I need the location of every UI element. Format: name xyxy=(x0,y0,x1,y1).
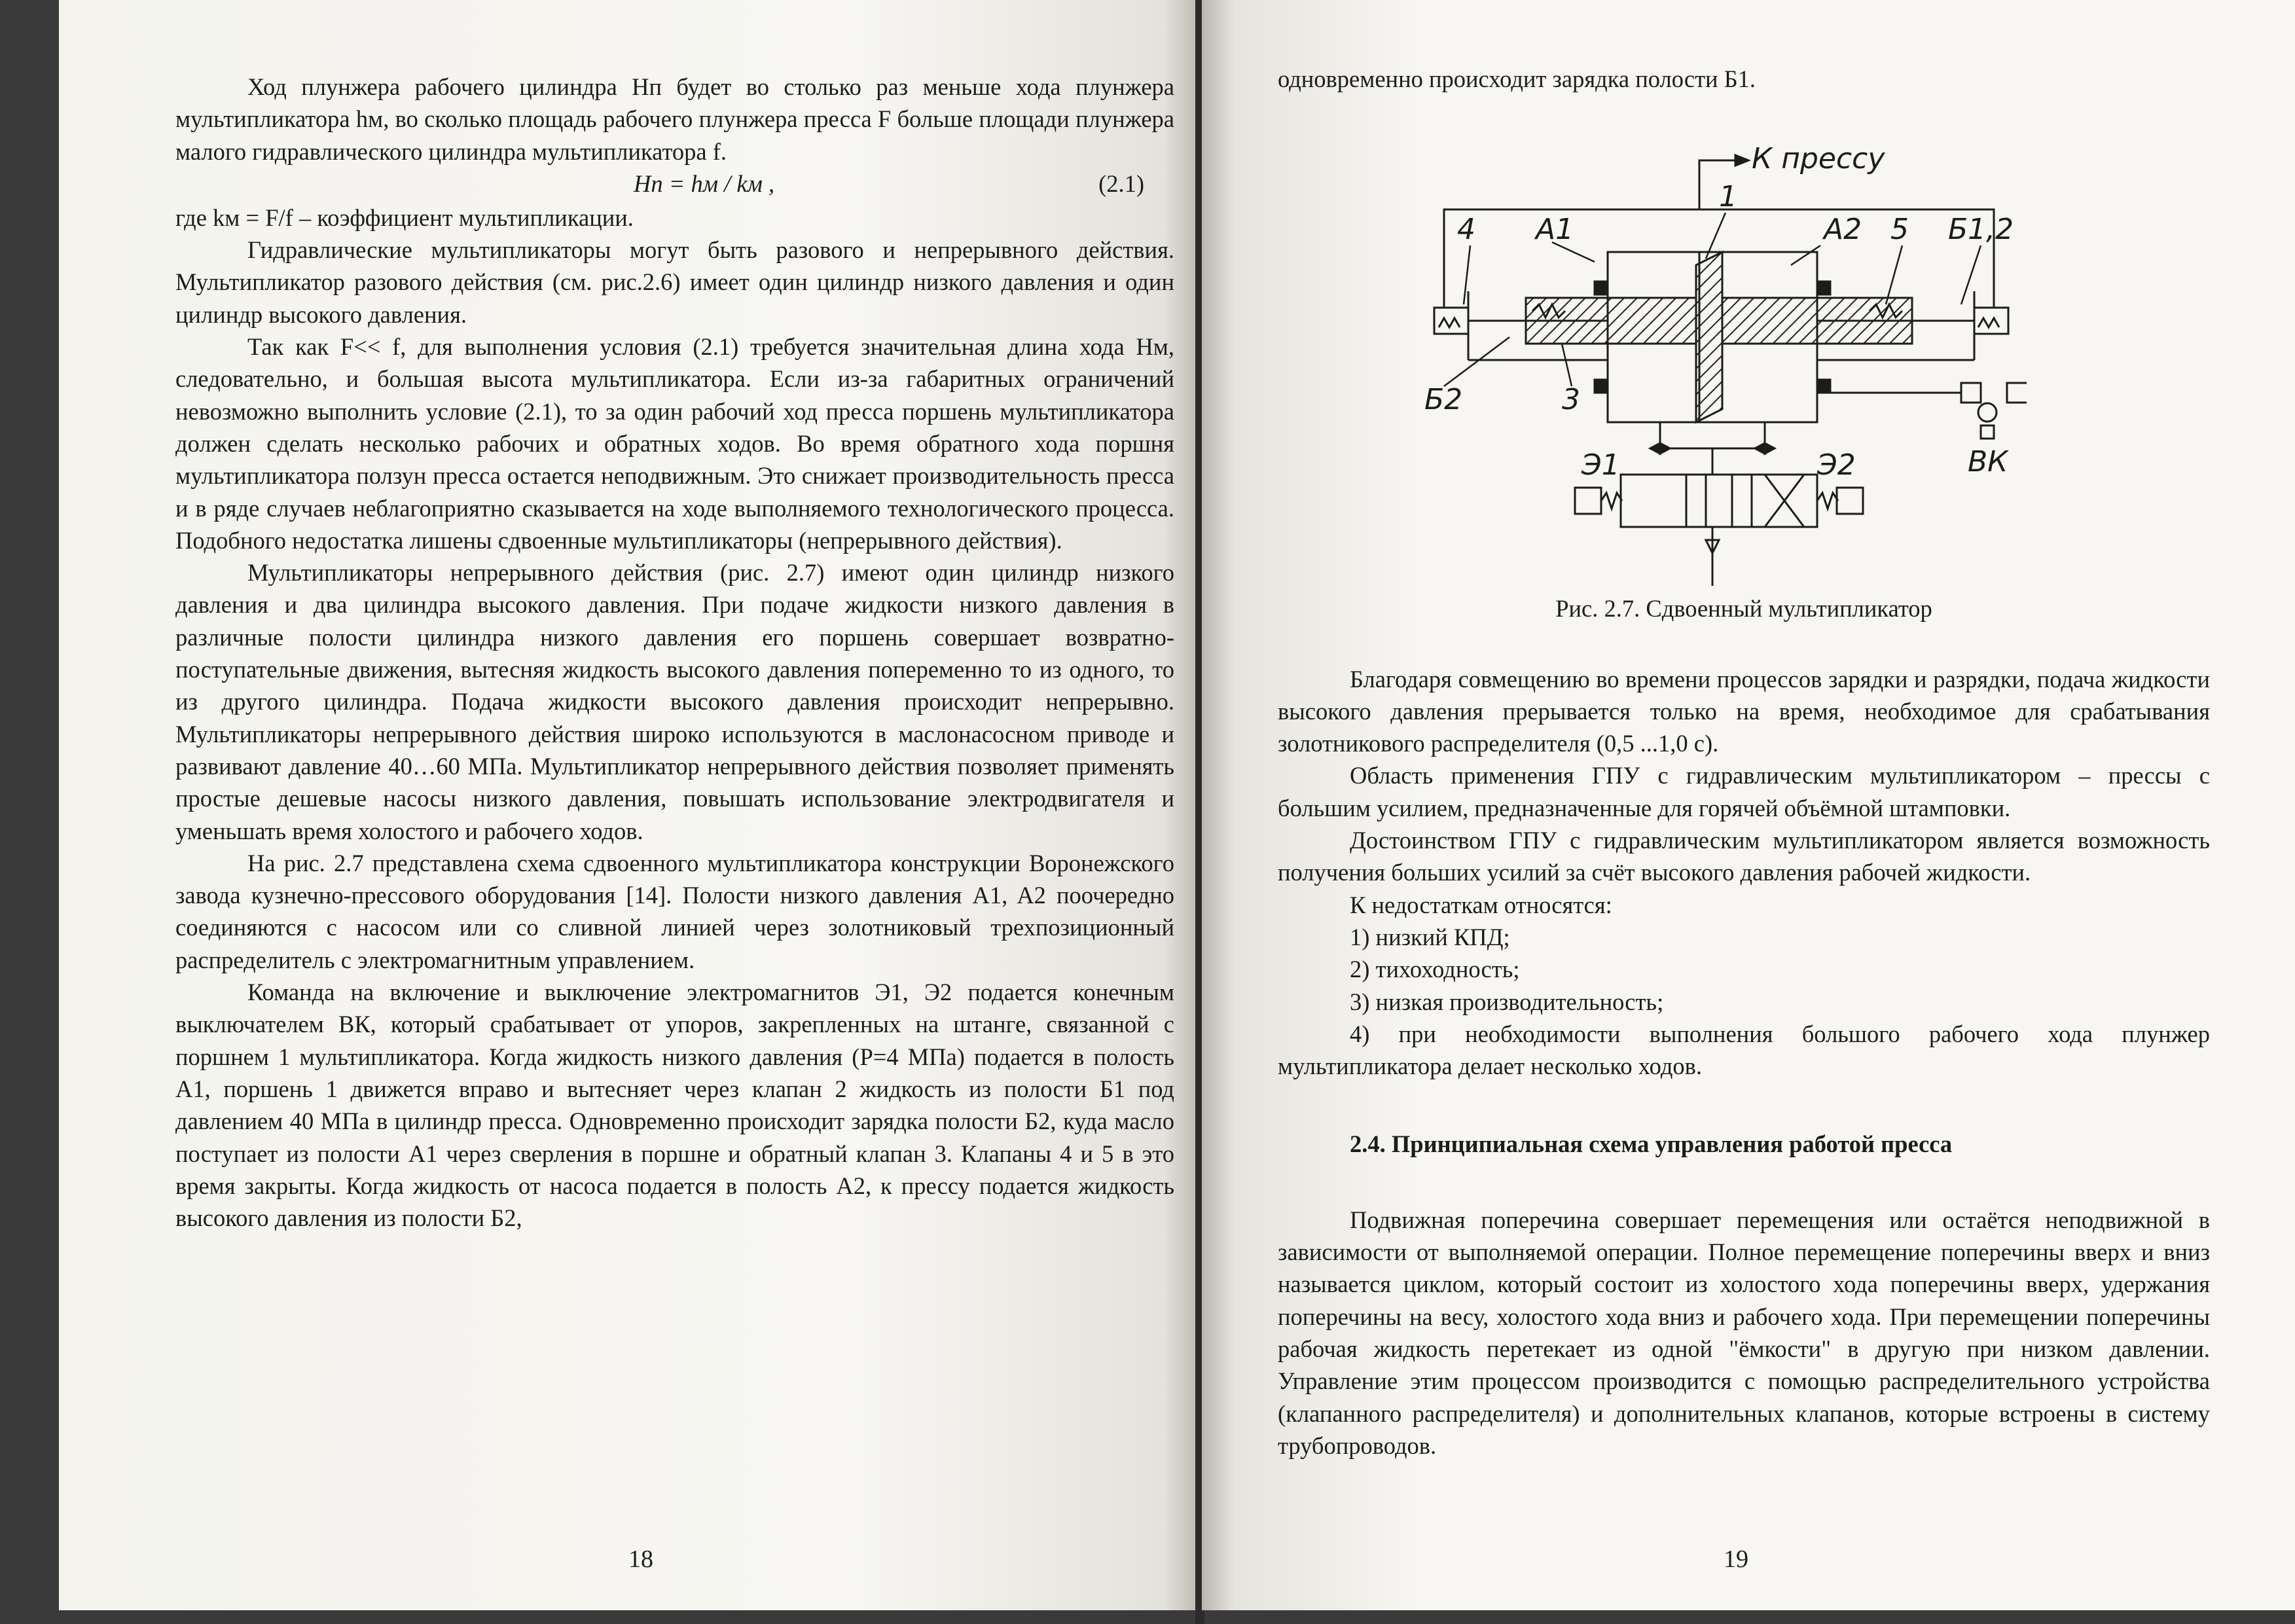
paragraph: Мультипликаторы непрерывного действия (рис. 2.7) имеют один цилиндр низкого давления и два цилиндра высокого давления. При подаче жидкости низкого давления в различные полости цилиндра низкого давления его поршень совершает возвратно-поступательные движения, вытесняя жидкость высокого давления попеременно то из одного, то из другого цилиндра. Подача жидкости высокого давления происходит непрерывно. Мультипликаторы непрерывного действия широко используются в маслонасосном приводе и развивают давление 40…60 МПа. Мультипликатор непрерывного действия позволяет применять простые дешевые насосы низкого давления, повышать использование электродвигателя и уменьшать время холостого и рабочего ходов. xyxy=(175,559,1174,844)
label-a2: A2 xyxy=(1824,213,1862,247)
figure-2-7 xyxy=(1278,95,2210,592)
label-b2: Б2 xyxy=(1424,383,1463,417)
page-number: 18 xyxy=(628,1545,653,1573)
figure-caption: Рис. 2.7. Сдвоенный мультипликатор xyxy=(1555,595,1932,623)
list-item: 3) низкая производительность; xyxy=(1350,988,1664,1015)
seal xyxy=(1817,380,1830,393)
list-item: 4) при необходимости выполнения большого рабочего хода плунжер мультипликатора делает несколько ходов. xyxy=(1278,1020,2210,1080)
paragraph: Гидравлические мультипликаторы могут быть разового и непрерывного действия. Мультипликатор разового действия (см. рис.2.6) имеет один цилиндр низкого давления и один цилиндр высокого давления. xyxy=(175,236,1174,328)
left-text-column xyxy=(175,71,1174,1234)
right-page xyxy=(1202,0,2295,1610)
list-item: 2) тихоходность; xyxy=(1350,956,1520,983)
seal xyxy=(1817,281,1830,295)
spring-e1 xyxy=(1601,493,1622,509)
to-press-label: К прессу xyxy=(1752,142,1885,176)
valve-2-spring xyxy=(1978,318,1999,327)
right-text-column xyxy=(1278,63,2210,1462)
label-5: 5 xyxy=(1890,213,1909,247)
label-4: 4 xyxy=(1457,213,1475,247)
piston-1 xyxy=(1696,252,1722,422)
double-multiplier-schematic xyxy=(1398,134,2040,592)
seal xyxy=(1595,380,1608,393)
paragraph: Команда на включение и выключение электромагнитов Э1, Э2 подается конечным выключателем ВК, который срабатывает от упоров, закрепленных на штанге, связанной с поршнем 1 мультипликатора. Когда жидкость низкого давления (P=4 МПа) подается в полость A1, поршень 1 движется вправо и вытесняет через клапан 2 жидкость из полости Б1 под давлением 40 МПа в цилиндр пресса. Одновременно происходит зарядка полости Б2, куда масло поступает из полости A1 через сверления в поршне и обратный клапан 3. Клапаны 4 и 5 в это время закрыты. Когда жидкость от насоса подается в полость A2, к прессу подается жидкость высокого давления из полости Б2, xyxy=(175,979,1174,1232)
section-heading: 2.4. Принципиальная схема управления работой пресса xyxy=(1350,1130,1953,1158)
flow-arrow xyxy=(1755,443,1775,454)
paragraph: Благодаря совмещению во времени процессов зарядки и разрядки, подача жидкости высокого давления прерывается только на время, необходимое для срабатывания золотникового распределителя (0,5 ...1,0 с). xyxy=(1278,665,2210,757)
stop xyxy=(1961,383,1981,403)
solenoid-e1 xyxy=(1575,488,1601,514)
solenoid-e2 xyxy=(1837,488,1863,514)
paragraph: Так как F<< f, для выполнения условия (2.1) требуется значительная длина хода Hм, следовательно, и большая высота мультипликатора. Если из-за габаритных ограничений невозможно выполнить условие (2.1), то за один рабочий ход пресса поршень мультипликатора должен сделать несколько рабочих и обратных ходов. Во время обратного хода поршня мультипликатора ползун пресса остается неподвижным. Это снижает производительность пресса и в ряде случаев неблагоприятно сказывается на ходе выполняемого технологического процесса. Подобного недостатка лишены сдвоенные мультипликаторы (непрерывного действия). xyxy=(175,333,1174,554)
valve-4 xyxy=(1434,308,1468,334)
spring-e2 xyxy=(1817,493,1838,509)
label-a1: A1 xyxy=(1536,213,1574,247)
list-item: 1) низкий КПД; xyxy=(1350,923,1510,950)
formula-2-1 xyxy=(175,168,1174,202)
limit-switch-roller xyxy=(1978,403,1997,422)
label-b1-2: Б1,2 xyxy=(1948,213,2014,247)
left-page xyxy=(59,0,1198,1610)
label-1: 1 xyxy=(1719,180,1737,214)
drawbacks-list xyxy=(1278,921,2210,1082)
label-vk: ВК xyxy=(1968,445,2008,479)
valve-4-spring xyxy=(1439,318,1460,327)
paragraph: Ход плунжера рабочего цилиндра Hп будет во столько раз меньше хода плунжера мультипликатора hм, во сколько площадь рабочего плунжера пресса F больше площади плунжера малого гидравлического цилиндра мультипликатора f. xyxy=(175,73,1174,165)
label-e1: Э1 xyxy=(1581,448,1620,482)
label-3: 3 xyxy=(1562,383,1580,417)
formula-where: где kм = F/f – коэффициент мультипликации. xyxy=(175,204,634,231)
seal xyxy=(1595,281,1608,295)
label-e2: Э2 xyxy=(1817,448,1856,482)
supply-lines xyxy=(1660,422,1765,448)
directional-valve xyxy=(1621,475,1817,527)
stop xyxy=(2007,383,2027,403)
press-arrow xyxy=(1735,155,1748,166)
paragraph: Подвижная поперечина совершает перемещения или остаётся неподвижной в зависимости от выполняемой операции. Полное перемещение поперечины вверх и вниз называется циклом, который состоит из холостого хода поперечины вверх, удержания поперечины на весу, холостого хода вниз и рабочего хода. При перемещении поперечины рабочая жидкость перетекает из одной "ёмкости" в другую при низком давлении. Управление этим процессом производится с помощью распределительного устройства (клапанного распределителя) и дополнительных клапанов, которые встроены в систему трубопроводов. xyxy=(1278,1206,2210,1459)
right-plunger xyxy=(1722,298,1912,344)
limit-switch xyxy=(1981,425,1994,439)
paragraph: К недостаткам относятся: xyxy=(1350,891,1612,918)
paragraph: Область применения ГПУ с гидравлическим мультипликатором – прессы с большим усилием, предназначенные для горячей объёмной штамповки. xyxy=(1278,762,2210,821)
flow-arrow xyxy=(1650,443,1670,454)
lead-line: одновременно происходит зарядка полости Б1. xyxy=(1278,65,1756,92)
formula-number: (2.1) xyxy=(1098,170,1144,197)
page-number: 19 xyxy=(1724,1545,1748,1573)
formula-expression: Hп = hм / kм , xyxy=(634,170,775,197)
paragraph: Достоинством ГПУ с гидравлическим мультипликатором является возможность получения больших усилий за счёт высокого давления рабочей жидкости. xyxy=(1278,827,2210,886)
paragraph: На рис. 2.7 представлена схема сдвоенного мультипликатора конструкции Воронежского завода кузнечно-прессового оборудования [14]. Полости низкого давления A1, A2 поочередно соединяются с насосом или со сливной линией через золотниковый трехпозиционный распределитель с электромагнитным управлением. xyxy=(175,849,1174,973)
